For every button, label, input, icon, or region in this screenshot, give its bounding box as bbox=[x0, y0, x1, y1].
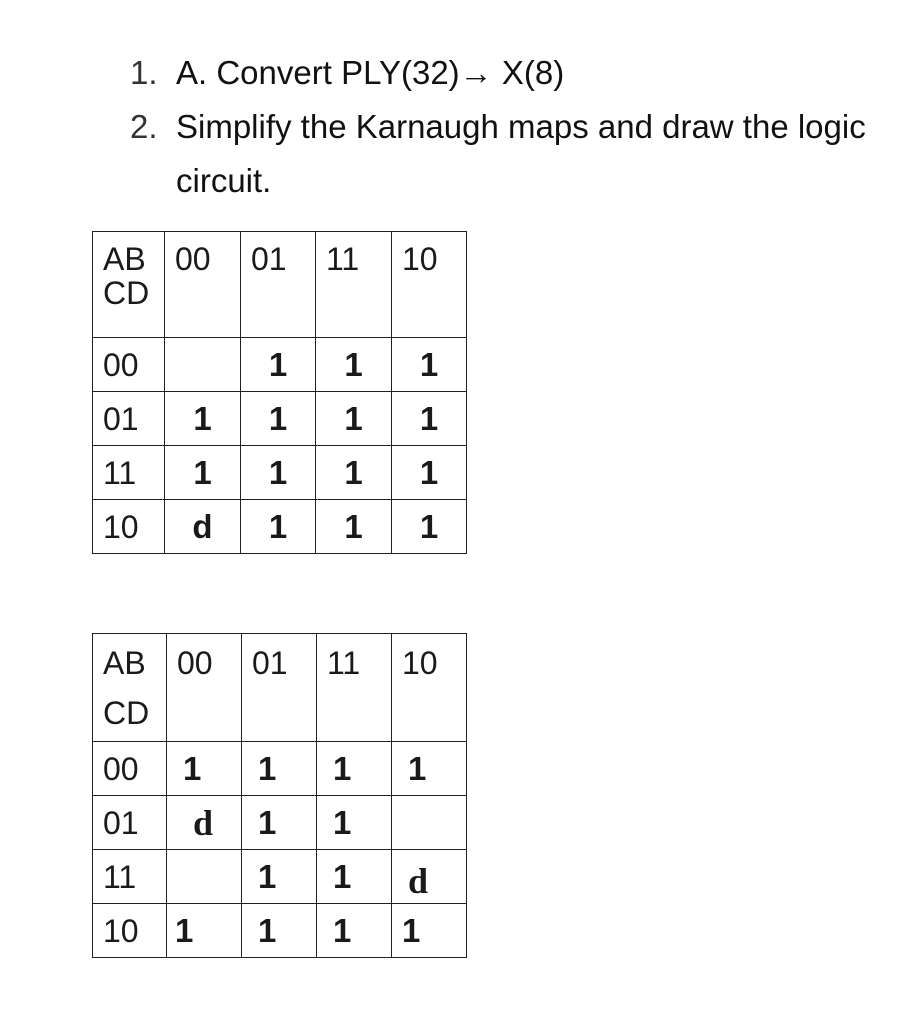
kmap-2-cell: 1 bbox=[317, 904, 392, 958]
kmap-1-cell: 1 bbox=[316, 338, 392, 392]
question-2 bbox=[130, 100, 910, 208]
kmap-1-corner bbox=[93, 232, 165, 338]
kmap-2-cell: 1 bbox=[392, 904, 467, 958]
kmap-1-col-header: 01 bbox=[241, 232, 316, 338]
kmap-1-corner-ab: AB bbox=[103, 241, 146, 277]
kmap-1-col-header: 00 bbox=[165, 232, 241, 338]
question-list bbox=[130, 46, 910, 208]
kmap-1-col-header: 10 bbox=[392, 232, 467, 338]
kmap-2-cell bbox=[392, 796, 467, 850]
kmap-1-cell: 1 bbox=[241, 500, 316, 554]
kmap-1-corner-cd: CD bbox=[103, 275, 150, 311]
question-2-number: 2. bbox=[130, 108, 158, 145]
kmap-1-cell: 1 bbox=[165, 392, 241, 446]
kmap-1-cell: 1 bbox=[316, 500, 392, 554]
kmap-2-corner bbox=[93, 634, 167, 742]
kmap-1-row bbox=[93, 338, 467, 392]
kmap-2-cell: 1 bbox=[317, 850, 392, 904]
kmap-2-row-label: 11 bbox=[93, 850, 167, 904]
kmap-2-row-label: 01 bbox=[93, 796, 167, 850]
kmap-2-corner-cd: CD bbox=[103, 695, 150, 731]
question-1-number: 1. bbox=[130, 54, 158, 91]
karnaugh-map-1 bbox=[92, 231, 467, 554]
kmap-1-row bbox=[93, 500, 467, 554]
kmap-2-cell: 1 bbox=[242, 742, 317, 796]
kmap-2-corner-ab: AB bbox=[103, 645, 146, 681]
kmap-1-cell: 1 bbox=[241, 338, 316, 392]
kmap-1-row-label: 01 bbox=[93, 392, 165, 446]
kmap-1-row-label: 11 bbox=[93, 446, 165, 500]
kmap-1-cell: 1 bbox=[241, 446, 316, 500]
kmap-1-cell: 1 bbox=[392, 338, 467, 392]
kmap-2-header-row bbox=[93, 634, 467, 742]
kmap-2-cell: 1 bbox=[242, 850, 317, 904]
kmap-2-cell: 1 bbox=[167, 904, 242, 958]
kmap-2-cell: d bbox=[392, 850, 467, 904]
kmap-1-row bbox=[93, 392, 467, 446]
kmap-2-col-header: 00 bbox=[167, 634, 242, 742]
kmap-2-cell: 1 bbox=[317, 796, 392, 850]
karnaugh-map-2 bbox=[92, 633, 467, 958]
kmap-1-row bbox=[93, 446, 467, 500]
kmap-1-row-label: 00 bbox=[93, 338, 165, 392]
kmap-2-cell: d bbox=[167, 796, 242, 850]
kmap-2-cell: 1 bbox=[242, 904, 317, 958]
question-1 bbox=[130, 46, 910, 100]
kmap-2-row bbox=[93, 796, 467, 850]
kmap-2-row bbox=[93, 904, 467, 958]
kmap-1-cell: 1 bbox=[241, 392, 316, 446]
kmap-2-cell: 1 bbox=[392, 742, 467, 796]
kmap-2-col-header: 10 bbox=[392, 634, 467, 742]
kmap-2-cell: 1 bbox=[167, 742, 242, 796]
kmap-2-row-label: 00 bbox=[93, 742, 167, 796]
kmap-1-col-header: 11 bbox=[316, 232, 392, 338]
kmap-1-cell: 1 bbox=[392, 500, 467, 554]
kmap-1-cell: 1 bbox=[392, 446, 467, 500]
kmap-1-cell: d bbox=[165, 500, 241, 554]
kmap-2-cell bbox=[167, 850, 242, 904]
kmap-2-col-header: 01 bbox=[242, 634, 317, 742]
kmap-2-row bbox=[93, 742, 467, 796]
question-2-text: Simplify the Karnaugh maps and draw the logic circuit. bbox=[176, 108, 866, 199]
question-1-text: A. Convert PLY(32)→ X(8) bbox=[176, 54, 565, 91]
kmap-2-row-label: 10 bbox=[93, 904, 167, 958]
kmap-1-row-label: 10 bbox=[93, 500, 165, 554]
kmap-2-cell: 1 bbox=[242, 796, 317, 850]
kmap-2-cell: 1 bbox=[317, 742, 392, 796]
kmap-1-header-row bbox=[93, 232, 467, 338]
kmap-1-cell: 1 bbox=[165, 446, 241, 500]
kmap-1-cell: 1 bbox=[316, 392, 392, 446]
kmap-2-row bbox=[93, 850, 467, 904]
kmap-1-cell: 1 bbox=[316, 446, 392, 500]
kmap-1-cell bbox=[165, 338, 241, 392]
kmap-1-cell: 1 bbox=[392, 392, 467, 446]
kmap-2-col-header: 11 bbox=[317, 634, 392, 742]
